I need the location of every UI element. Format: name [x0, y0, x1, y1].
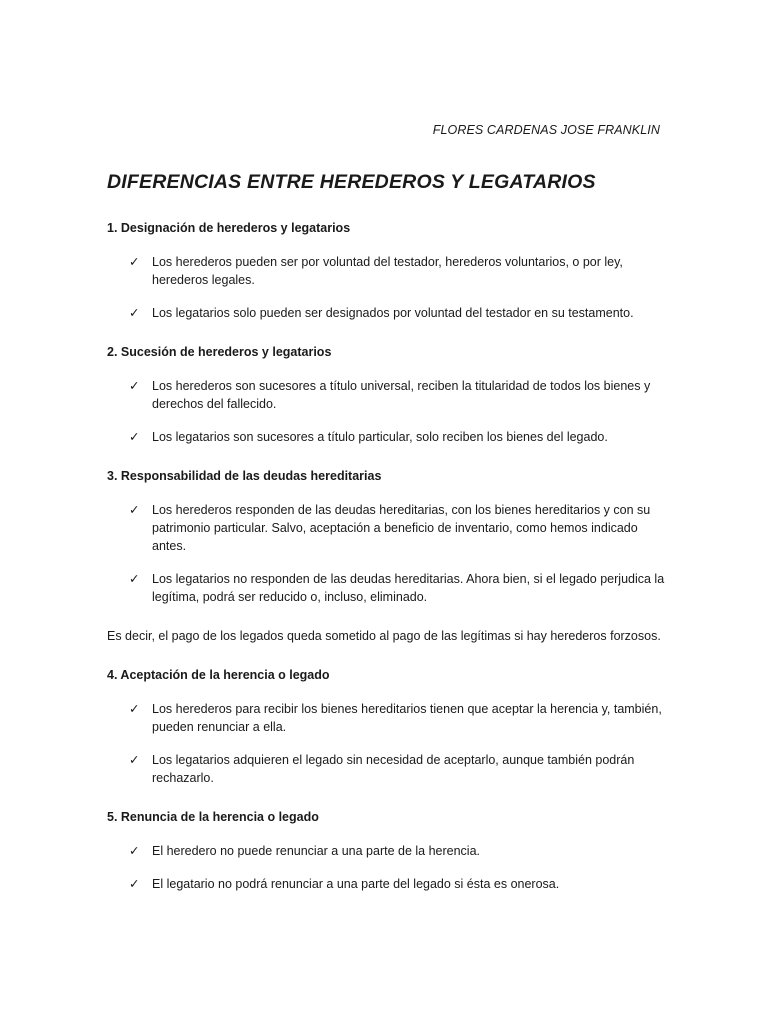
checkmark-icon: ✓: [129, 306, 140, 320]
section-heading: 4. Aceptación de la herencia o legado: [107, 668, 330, 682]
bullet-text: Los legatarios adquieren el legado sin necesidad de aceptarlo, aunque también podrán rechazarlo.: [152, 753, 635, 785]
checkmark-icon: ✓: [129, 430, 140, 444]
checkmark-icon: ✓: [129, 379, 140, 393]
bullet-list: [107, 501, 667, 606]
checkmark-icon: ✓: [129, 255, 140, 269]
bullet-text: Los herederos son sucesores a título universal, reciben la titularidad de todos los bienes y derechos del fallecido.: [152, 379, 651, 411]
bullet-list: [107, 842, 667, 893]
list-item: [107, 875, 667, 893]
section-designacion: [107, 219, 667, 322]
checkmark-icon: ✓: [129, 877, 140, 891]
list-item: [107, 377, 667, 413]
bullet-text: Los legatarios no responden de las deudas hereditarias. Ahora bien, si el legado perjudica la legítima, podrá ser reducido o, incluso, eliminado.: [152, 572, 665, 604]
bullet-list: [107, 377, 667, 446]
document-title: DIFERENCIAS ENTRE HEREDEROS Y LEGATARIOS: [107, 171, 596, 193]
section-sucesion: [107, 343, 667, 446]
section-heading: 1. Designación de herederos y legatarios: [107, 221, 351, 235]
bullet-text: El legatario no podrá renunciar a una parte del legado si ésta es onerosa.: [152, 877, 560, 891]
bullet-text: El heredero no puede renunciar a una parte de la herencia.: [152, 844, 481, 858]
list-item: [107, 428, 667, 446]
bullet-text: Los legatarios solo pueden ser designados por voluntad del testador en su testamento.: [152, 306, 634, 320]
list-item: [107, 253, 667, 289]
section-heading: 3. Responsabilidad de las deudas hereditarias: [107, 469, 382, 483]
bullet-text: Los herederos pueden ser por voluntad del testador, herederos voluntarios, o por ley, herederos legales.: [152, 255, 623, 287]
section-renuncia: [107, 808, 667, 893]
section-heading: 2. Sucesión de herederos y legatarios: [107, 345, 332, 359]
document-body: [107, 219, 667, 914]
checkmark-icon: ✓: [129, 753, 140, 767]
section-heading: 5. Renuncia de la herencia o legado: [107, 810, 319, 824]
bullet-text: Los herederos responden de las deudas hereditarias, con los bienes hereditarios y con su patrimonio particular. Salvo, aceptación a beneficio de inventario, como hemos indicado antes.: [152, 503, 651, 553]
list-item: [107, 304, 667, 322]
list-item: [107, 751, 667, 787]
checkmark-icon: ✓: [129, 572, 140, 586]
bullet-list: [107, 700, 667, 787]
list-item: [107, 842, 667, 860]
author-name: FLORES CARDENAS JOSE FRANKLIN: [432, 123, 660, 137]
list-item: [107, 700, 667, 736]
bullet-text: Los legatarios son sucesores a título particular, solo reciben los bienes del legado.: [152, 430, 608, 444]
section-aceptacion: [107, 666, 667, 787]
list-item: [107, 570, 667, 606]
section-responsabilidad: [107, 467, 667, 645]
checkmark-icon: ✓: [129, 844, 140, 858]
bullet-list: [107, 253, 667, 322]
bullet-text: Los herederos para recibir los bienes hereditarios tienen que aceptar la herencia y, también, pueden renunciar a ella.: [152, 702, 662, 734]
list-item: [107, 501, 667, 555]
checkmark-icon: ✓: [129, 702, 140, 716]
checkmark-icon: ✓: [129, 503, 140, 517]
section-note: Es decir, el pago de los legados queda sometido al pago de las legítimas si hay herederos forzosos.: [107, 629, 661, 643]
